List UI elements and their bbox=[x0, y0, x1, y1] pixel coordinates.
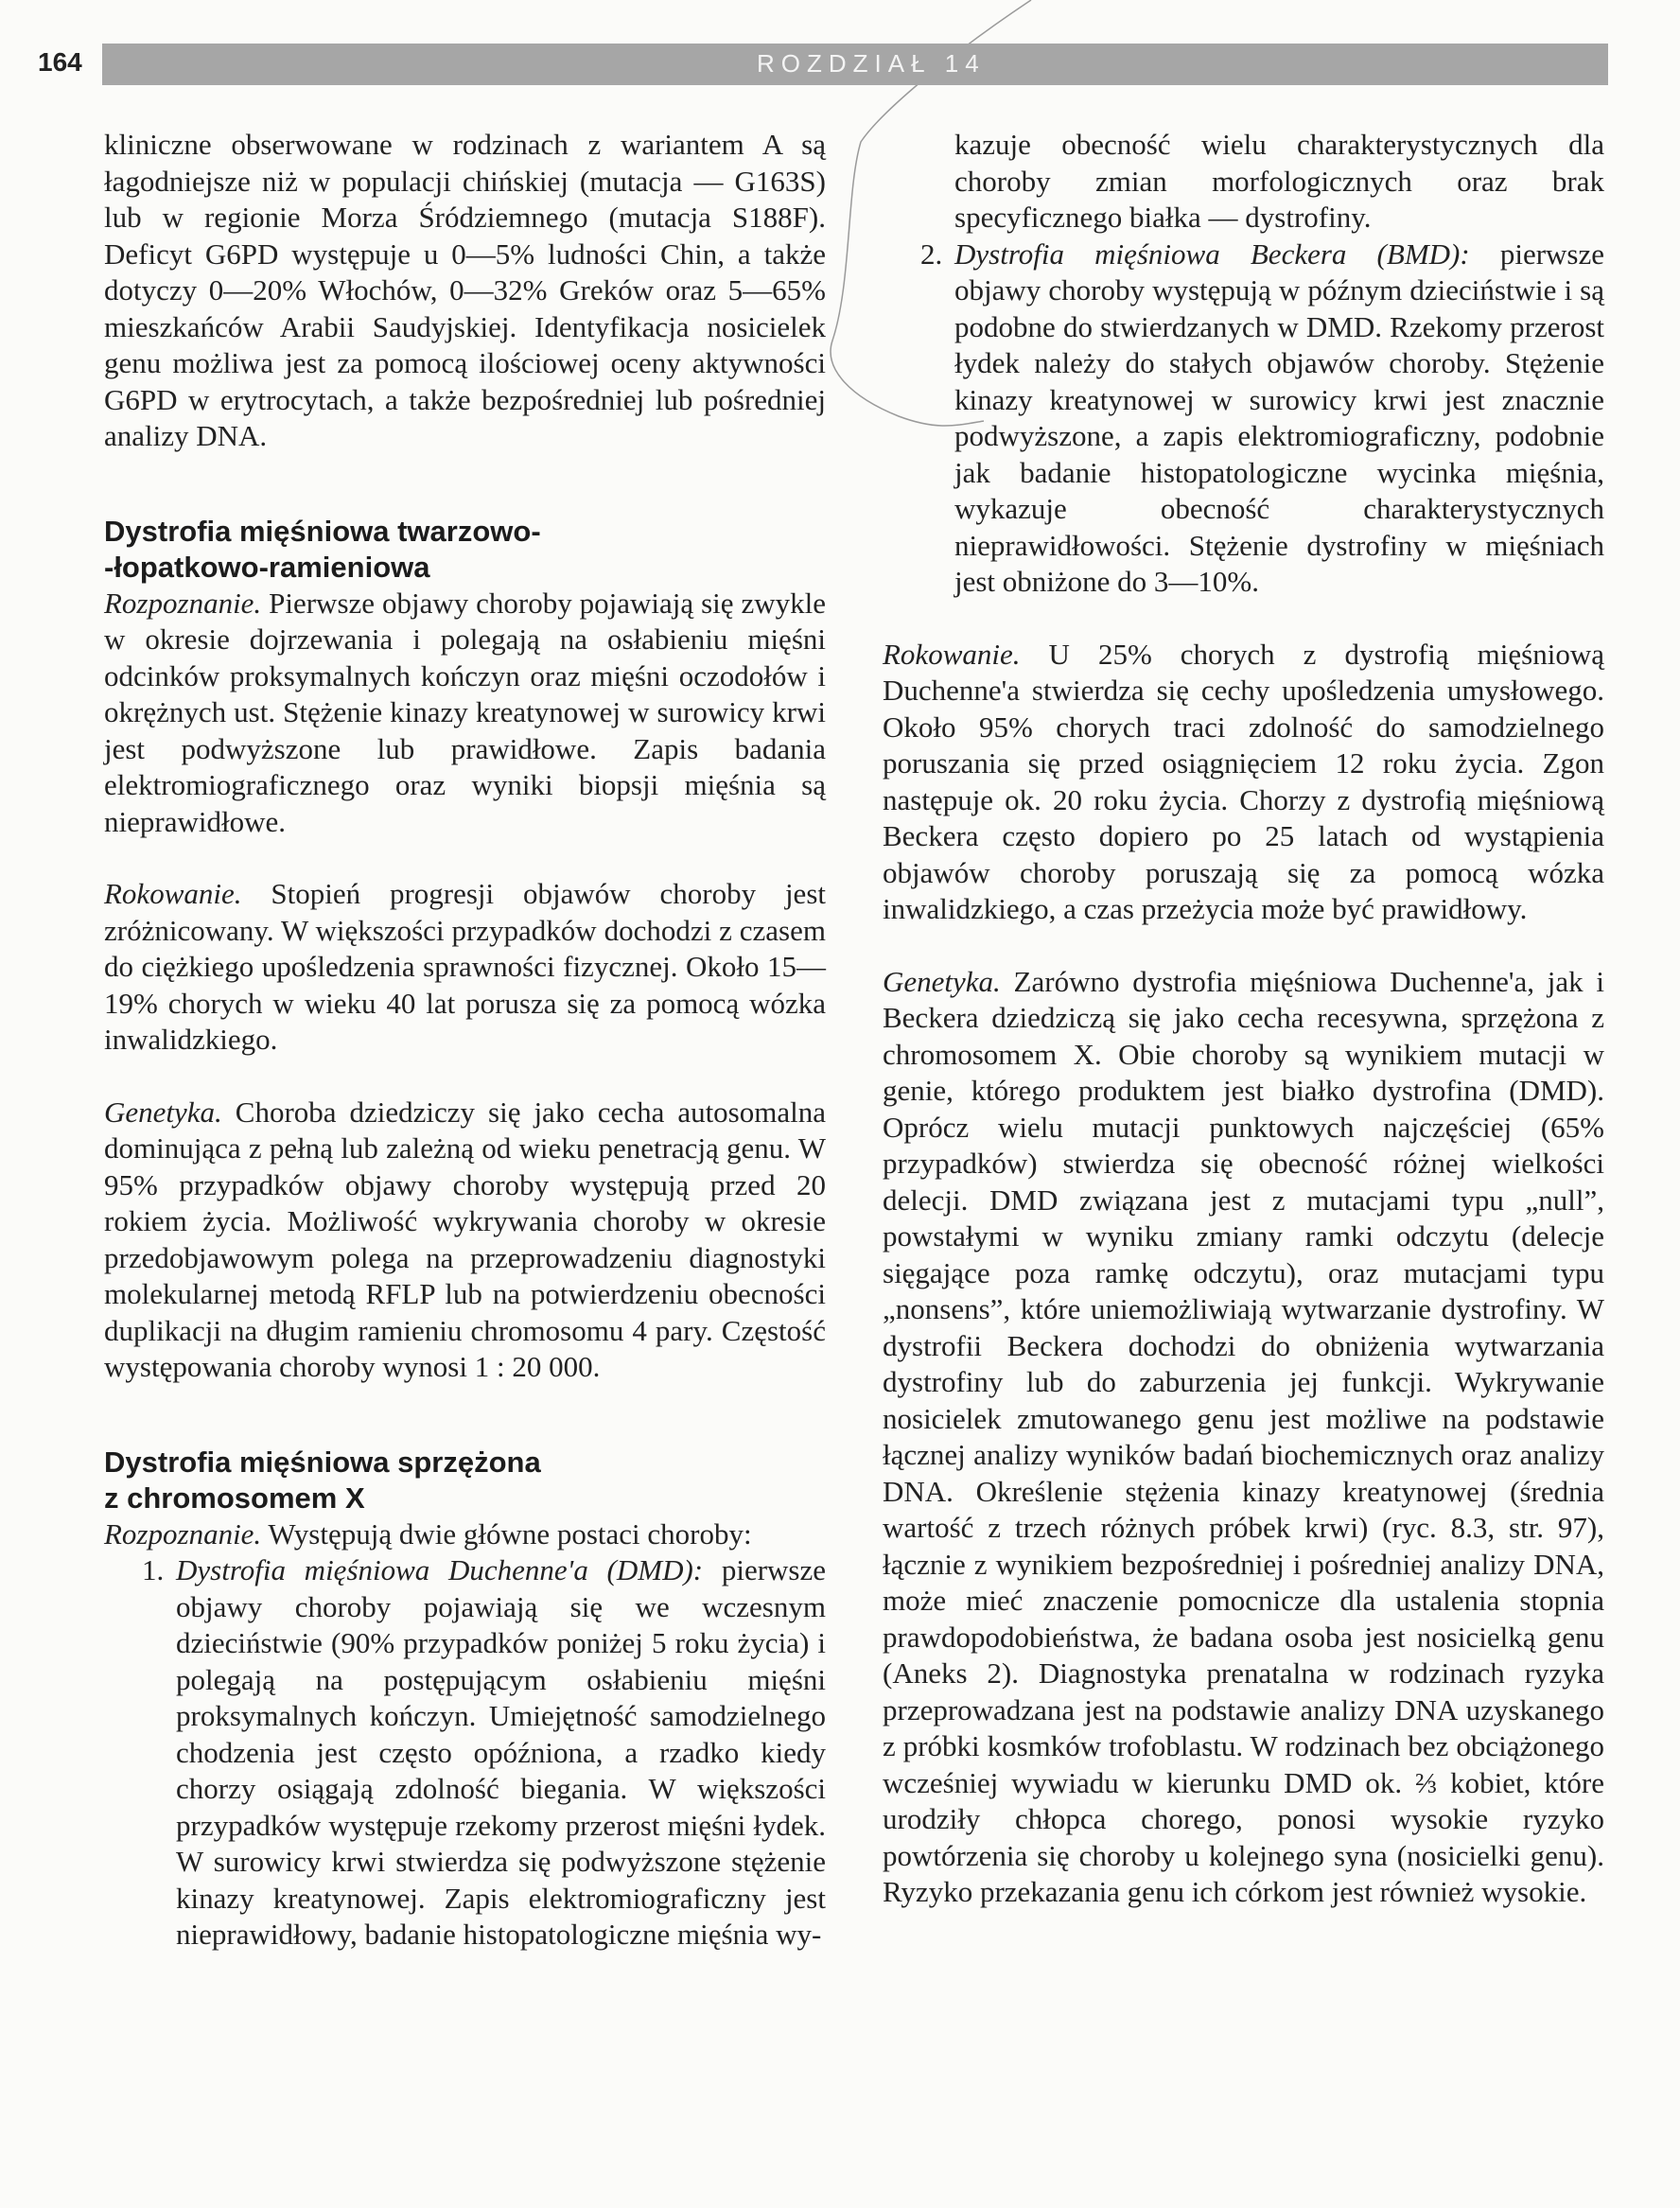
section-heading-line: Dystrofia mięśniowa twarzowo- bbox=[104, 514, 541, 548]
prognosis-label: Rokowanie. bbox=[104, 877, 242, 910]
section-heading-line: Dystrofia mięśniowa sprzężona bbox=[104, 1445, 541, 1479]
chapter-title: ROZDZIAŁ 14 bbox=[757, 49, 986, 78]
section-heading-x-linked bbox=[104, 1445, 826, 1516]
genetics-paragraph bbox=[104, 1095, 826, 1386]
left-column bbox=[104, 127, 826, 1954]
genetics-text: Zarówno dystrofia mięśniowa Duchenne'a, jak i Beckera dziedziczą się jako cecha recesywna, sprzężona z chromosomem X. Obie choroby są wynikiem mutacji w genie, którego produktem jest białko dystrofina (DMD). Oprócz wielu mutacji punktowych najczęściej (65% przypadków) stwierdza się obecność różnej wielkości delecji. DMD związana jest z mutacjami typu „null”, powstałymi w wyniku zmiany ramki odczytu (delecje sięgające poza ramkę odczytu), oraz mutacjami typu „nonsens”, które uniemożliwiają wytwarzanie dystrofiny. W dystrofii Beckera dochodzi do obniżenia wytwarzania dystrofiny lub do zaburzenia jej funkcji. Wykrywanie nosicielek zmutowanego genu jest możliwe na podstawie łącznej analizy wyników badań biochemicznych oraz analizy DNA. Określenie stężenia kinazy kreatynowej (średnia wartość z trzech różnych próbek krwi) (ryc. 8.3, str. 97), łącznie z wynikiem bezpośredniej i pośredniej analizy DNA, może mieć znaczenie pomocnicze dla ustalenia stopnia prawdopodobieństwa, że badana osoba jest nosicielką genu (Aneks 2). Diagnostyka prenatalna w rodzinach ryzyka przeprowadzana jest na podstawie analizy DNA uzyskanego z próbki kosmków trofoblastu. W rodzinach bez obciążonego wcześniej wywiadu w kierunku DMD ok. ⅔ kobiet, które urodziły chłopca chorego, ponosi wysokie ryzyko powtórzenia się choroby u kolejnego syna (nosicielki genu). Ryzyko przekazania genu ich córkom jest również wysokie. bbox=[883, 964, 1604, 1908]
list-item-number: 1. bbox=[142, 1553, 165, 1586]
diagnosis-label: Rozpoznanie. bbox=[104, 1516, 262, 1551]
genetics-paragraph bbox=[883, 964, 1604, 1911]
diagnosis-label: Rozpoznanie. bbox=[104, 586, 262, 620]
prognosis-text: Stopień progresji objawów choroby jest zróżnicowany. W większości przypadków dochodzi z czasem do ciężkiego upośledzenia sprawności fizycznej. Około 15—19% chorych w wieku 40 lat porusza się za pomocą wózka inwalidzkiego. bbox=[104, 877, 826, 1056]
list-item-label: Dystrofia mięśniowa Beckera (BMD): bbox=[954, 237, 1470, 271]
list-item-number: 2. bbox=[920, 237, 943, 271]
right-column bbox=[883, 127, 1604, 1911]
list-item-dmd bbox=[104, 1552, 826, 1954]
intro-paragraph: kliniczne obserwowane w rodzinach z wariantem A są łagodniejsze niż w populacji chińskiej (mutacja — G163S) lub w regionie Morza Śródziemnego (mutacja S188F). Deficyt G6PD występuje u 0—5% ludności Chin, a także dotyczy 0—20% Włochów, 0—32% Greków oraz 5—65% mieszkańców Arabii Saudyjskiej. Identyfikacja nosicielek genu możliwa jest za pomocą ilościowej oceny aktywności G6PD w erytrocytach, a także bezpośredniej lub pośredniej analizy DNA. bbox=[104, 128, 826, 452]
section-heading-line: -łopatkowo-ramieniowa bbox=[104, 550, 430, 584]
list-item-text: pierwsze objawy choroby występują w późnym dzieciństwie i są podobne do stwierdzanych w DMD. Rzekomy przerost łydek należy do stałych objawów choroby. Stężenie kinazy kreatynowej w surowicy krwi jest znacznie podwyższone, a zapis elektromiograficzny, podobnie jak badanie histopatologiczne wycinka mięśnia, wykazuje obecność charakterystycznych nieprawidłowości. Stężenie dystrofiny w mięśniach jest obniżone do 3—10%. bbox=[954, 237, 1605, 598]
diagnosis-text: Występują dwie główne postaci choroby: bbox=[261, 1516, 752, 1551]
prognosis-paragraph bbox=[104, 876, 826, 1059]
list-item-bmd bbox=[883, 237, 1604, 601]
genetics-text: Choroba dziedziczy się jako cecha autosomalna dominująca z pełną lub zależną od wieku penetracją genu. W 95% przypadków objawy choroby występują przed 20 rokiem życia. Możliwość wykrywania choroby w okresie przedobjawowym polega na przeprowadzeniu diagnostyki molekularnej metodą RFLP lub na potwierdzeniu obecności duplikacji na długim ramieniu chromosomu 4 pary. Częstość występowania choroby wynosi 1 : 20 000. bbox=[104, 1095, 826, 1383]
list-item-text: kazuje obecność wielu charakterystycznych dla choroby zmian morfologicznych oraz brak specyficznego białka — dystrofiny. bbox=[954, 128, 1604, 234]
prognosis-label: Rokowanie. bbox=[883, 637, 1021, 671]
list-item-dmd-continued bbox=[883, 127, 1604, 237]
prognosis-paragraph bbox=[883, 637, 1604, 928]
list-item-text: pierwsze objawy choroby pojawiają się we wczesnym dzieciństwie (90% przypadków poniżej 5 roku życia) i polegają na postępującym osłabieniu mięśni proksymalnych kończyn. Umiejętność samodzielnego chodzenia jest często opóźniona, a rzadko kiedy chorzy osiągają zdolność biegania. W większości przypadków występuje rzekomy przerost mięśni łydek. W surowicy krwi stwierdza się podwyższone stężenie kinazy kreatynowej. Zapis elektromiograficzny jest nieprawidłowy, badanie histopatologiczne mięśnia wy- bbox=[176, 1553, 826, 1951]
diagnosis-text: Pierwsze objawy choroby pojawiają się zwykle w okresie dojrzewania i polegają na osłabieniu mięśni odcinków proksymalnych kończyn oraz mięśni oczodołów i okrężnych ust. Stężenie kinazy kreatynowej w surowicy krwi jest podwyższone lub prawidłowe. Zapis badania elektromiograficznego oraz wyniki biopsji mięśnia są nieprawidłowe. bbox=[104, 586, 826, 838]
page-number: 164 bbox=[38, 47, 82, 77]
prognosis-text: U 25% chorych z dystrofią mięśniową Duchenne'a stwierdza się cechy upośledzenia umysłowego. Około 95% chorych traci zdolność do samodzielnego poruszania się przed osiągnięciem 12 roku życia. Zgon następuje ok. 20 roku życia. Chorzy z dystrofią mięśniową Beckera często dopiero po 25 latach od wystąpienia objawów choroby poruszają się za pomocą wózka inwalidzkiego, a czas przeżycia może być prawidłowy. bbox=[883, 637, 1604, 925]
list-item-label: Dystrofia mięśniowa Duchenne'a (DMD): bbox=[176, 1553, 704, 1586]
genetics-label: Genetyka. bbox=[883, 964, 1001, 998]
diagnosis-paragraph bbox=[104, 1516, 826, 1553]
section-heading-fshd bbox=[104, 514, 826, 586]
section-heading-line: z chromosomem X bbox=[104, 1481, 365, 1515]
genetics-label: Genetyka. bbox=[104, 1095, 222, 1129]
diagnosis-paragraph bbox=[104, 586, 826, 841]
